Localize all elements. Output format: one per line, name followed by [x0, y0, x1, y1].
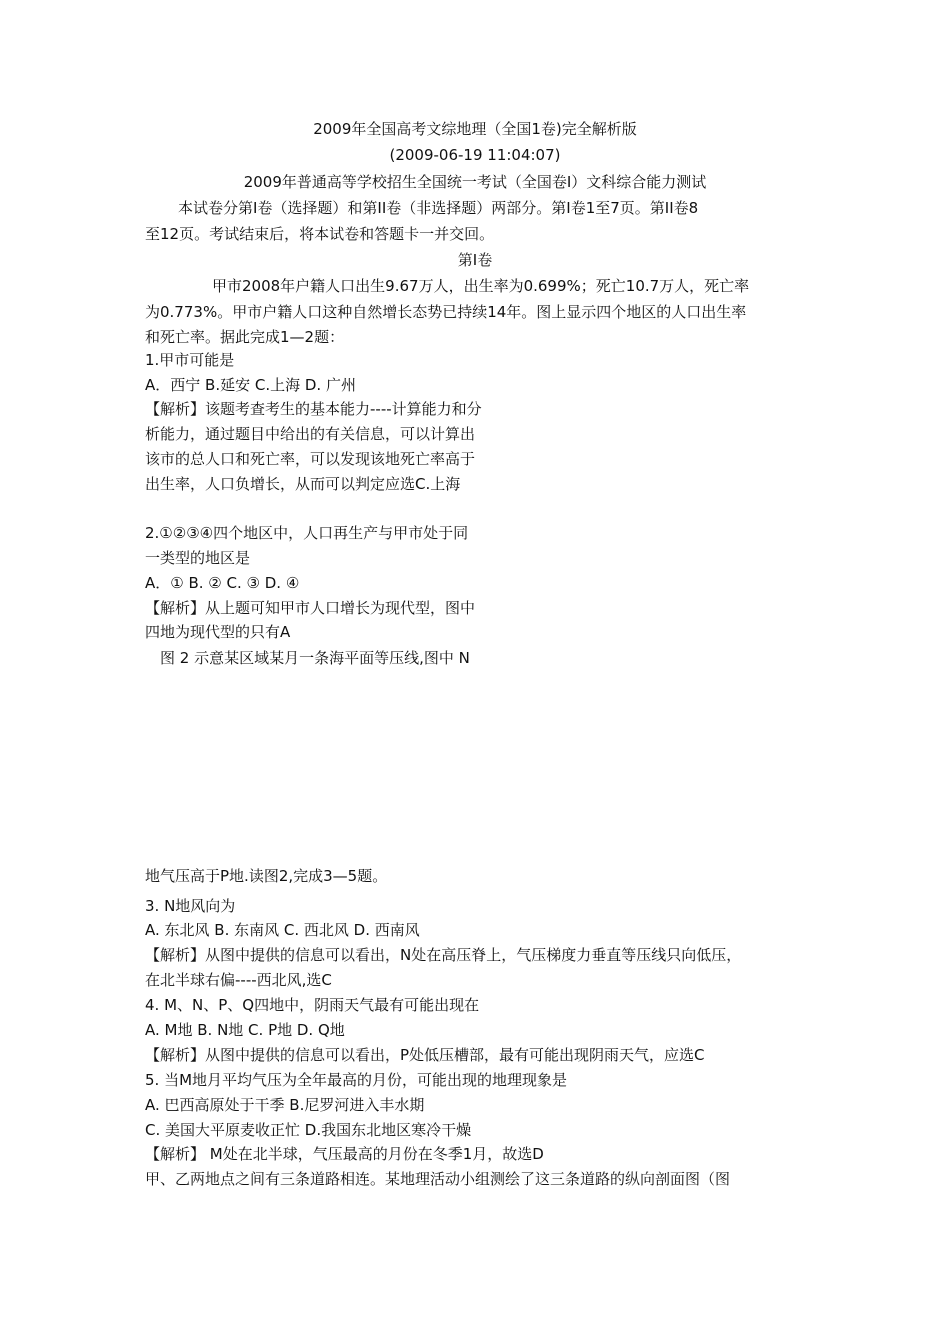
question-options: A．① B. ② C. ③ D. ④ [145, 574, 300, 592]
question-options: A. 东北风 B. 东南风 C. 西北风 D. 西南风 [145, 921, 420, 939]
analysis-line: 该市的总人口和死亡率，可以发现该地死亡率高于 [145, 450, 476, 468]
question-stem: 4. M、N、P、Q四地中，阴雨天气最有可能出现在 [145, 996, 480, 1014]
passage-line: 图 2 示意某区域某月一条海平面等压线,图中 N [160, 649, 470, 667]
question-stem: 5. 当M地月平均气压为全年最高的月份，可能出现的地理现象是 [145, 1071, 568, 1089]
passage-line: 和死亡率。据此完成1—2题： [145, 328, 345, 346]
analysis-line: 【解析】从上题可知甲市人口增长为现代型，图中 [145, 599, 476, 617]
question-options: C. 美国大平原麦收正忙 D.我国东北地区寒冷干燥 [145, 1121, 472, 1139]
analysis-line: 【解析】该题考查考生的基本能力----计算能力和分 [145, 400, 482, 418]
question-options: A. M地 B. N地 C. P地 D. Q地 [145, 1021, 345, 1039]
question-stem: 3. N地风向为 [145, 897, 236, 915]
analysis-line: 在北半球右偏----西北风,选C [145, 971, 332, 989]
analysis-line: 出生率，人口负增长，从而可以判定应选C.上海 [145, 475, 461, 493]
analysis-line: 【解析】 M处在北半球，气压最高的月份在冬季1月，故选D [145, 1145, 544, 1163]
document-title: 2009年全国高考文综地理（全国1卷)完全解析版 [313, 120, 637, 138]
analysis-line: 析能力，通过题目中给出的有关信息，可以计算出 [145, 425, 476, 443]
timestamp: (2009-06-19 11:04:07) [389, 146, 561, 164]
analysis-line: 【解析】从图中提供的信息可以看出，N处在高压脊上，气压梯度力垂直等压线只向低压， [145, 946, 742, 964]
exam-title: 2009年普通高等学校招生全国统一考试（全国卷I）文科综合能力测试 [243, 173, 707, 191]
question-options: A．西宁 B.延安 C.上海 D. 广州 [145, 376, 356, 394]
question-stem: 一类型的地区是 [145, 549, 251, 567]
passage-line: 为0.773%。甲市户籍人口这种自然增长态势已持续14年。图上显示四个地区的人口出生率 [145, 303, 747, 321]
intro-line: 至12页。考试结束后，将本试卷和答题卡一并交回。 [145, 225, 495, 243]
intro-line: 本试卷分第I卷（选择题）和第II卷（非选择题）两部分。第I卷1至7页。第II卷8 [178, 199, 699, 217]
passage-line: 地气压高于P地.读图2,完成3—5题。 [145, 867, 388, 885]
passage-line: 甲市2008年户籍人口出生9.67万人，出生率为0.699%；死亡10.7万人，死亡率 [212, 277, 750, 295]
question-stem: 2.①②③④四个地区中，人口再生产与甲市处于同 [145, 524, 469, 542]
question-options: A. 巴西高原处于干季 B.尼罗河进入丰水期 [145, 1096, 425, 1114]
analysis-line: 四地为现代型的只有A [145, 623, 291, 641]
passage-line: 甲、乙两地点之间有三条道路相连。某地理活动小组测绘了这三条道路的纵向剖面图（图 [145, 1170, 731, 1188]
analysis-line: 【解析】从图中提供的信息可以看出，P处低压槽部，最有可能出现阴雨天气，应选C [145, 1046, 705, 1064]
section-title: 第I卷 [457, 251, 493, 269]
question-stem: 1.甲市可能是 [145, 351, 235, 369]
